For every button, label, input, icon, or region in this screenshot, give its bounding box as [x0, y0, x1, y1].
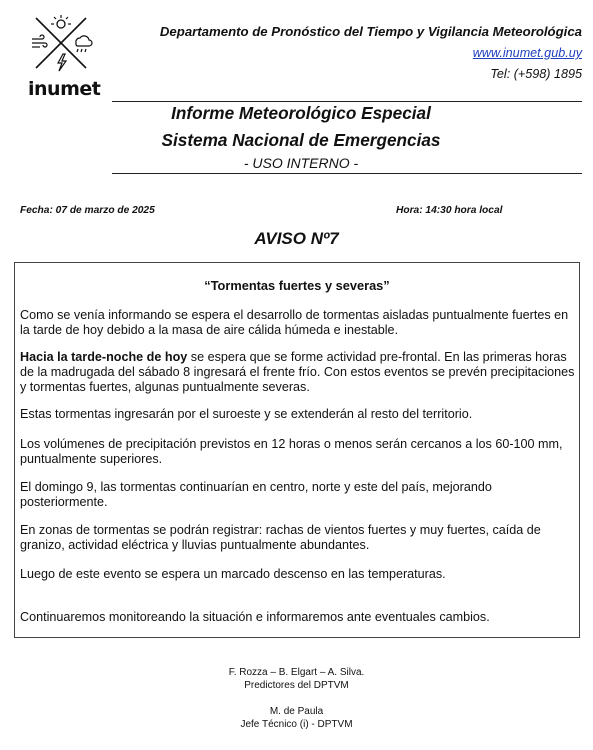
notice-number: AVISO Nº7	[254, 229, 339, 248]
paragraph-5: El domingo 9, las tormentas continuarían en centro, norte y este del país, mejorando posteriormente.	[20, 480, 492, 509]
inumet-logo	[28, 12, 101, 104]
forecasters-names: F. Rozza – B. Elgart – A. Silva.	[228, 667, 365, 678]
logo-wordmark: inumet	[28, 78, 101, 100]
paragraph-2-highlight: Hacia la tarde-noche de hoy	[20, 350, 188, 364]
header-divider-top	[112, 101, 582, 102]
website-link[interactable]: www.inumet.gub.uy	[472, 46, 582, 60]
issue-date: Fecha: 07 de marzo de 2025	[20, 205, 155, 216]
department-name: Departamento de Pronóstico del Tiempo y Vigilancia Meteorológica	[159, 24, 582, 39]
phone-number: Tel: (+598) 1895	[490, 67, 582, 81]
paragraph-6: En zonas de tormentas se podrán registrar: rachas de vientos fuertes y muy fuertes, caída de granizo, actividad eléctrica y lluvias puntualmente abundantes.	[20, 523, 541, 552]
report-title: Informe Meteorológico Especial	[171, 103, 431, 123]
paragraph-8: Continuaremos monitoreando la situación e informaremos ante eventuales cambios.	[20, 610, 490, 624]
paragraph-7: Luego de este evento se espera un marcado descenso en las temperaturas.	[20, 567, 446, 581]
paragraph-1: Como se venía informando se espera el desarrollo de tormentas aisladas puntualmente fuertes en la tarde de hoy debido a la masa de aire cálida húmeda e inestable.	[20, 308, 569, 337]
notice-heading: “Tormentas fuertes y severas”	[204, 278, 390, 293]
paragraph-4: Los volúmenes de precipitación previstos en 12 horas o menos serán cercanos a los 60-100 mm, puntualmente superiores.	[20, 437, 563, 466]
paragraph-2-text: se espera que se forme actividad pre-frontal. En las primeras horas de la madrugada del sábado 8 ingresará el frente frío. Con estos eventos se prevén precipitaciones y tormentas fuertes, algunas puntualmente severas.	[20, 350, 575, 394]
paragraph-2	[20, 350, 576, 395]
report-classification: - USO INTERNO -	[243, 155, 359, 171]
weather-cross-emblem-icon	[28, 12, 94, 78]
chief-role: Jefe Técnico (i) - DPTVM	[240, 719, 353, 730]
paragraph-3: Estas tormentas ingresarán por el suroeste y se extenderán al resto del territorio.	[20, 407, 473, 421]
notice-box	[14, 262, 580, 638]
forecasters-role: Predictores del DPTVM	[244, 680, 349, 691]
issue-time: Hora: 14:30 hora local	[396, 205, 503, 216]
report-system: Sistema Nacional de Emergencias	[161, 130, 441, 150]
header-divider-bottom	[112, 173, 582, 174]
chief-name: M. de Paula	[269, 706, 324, 717]
